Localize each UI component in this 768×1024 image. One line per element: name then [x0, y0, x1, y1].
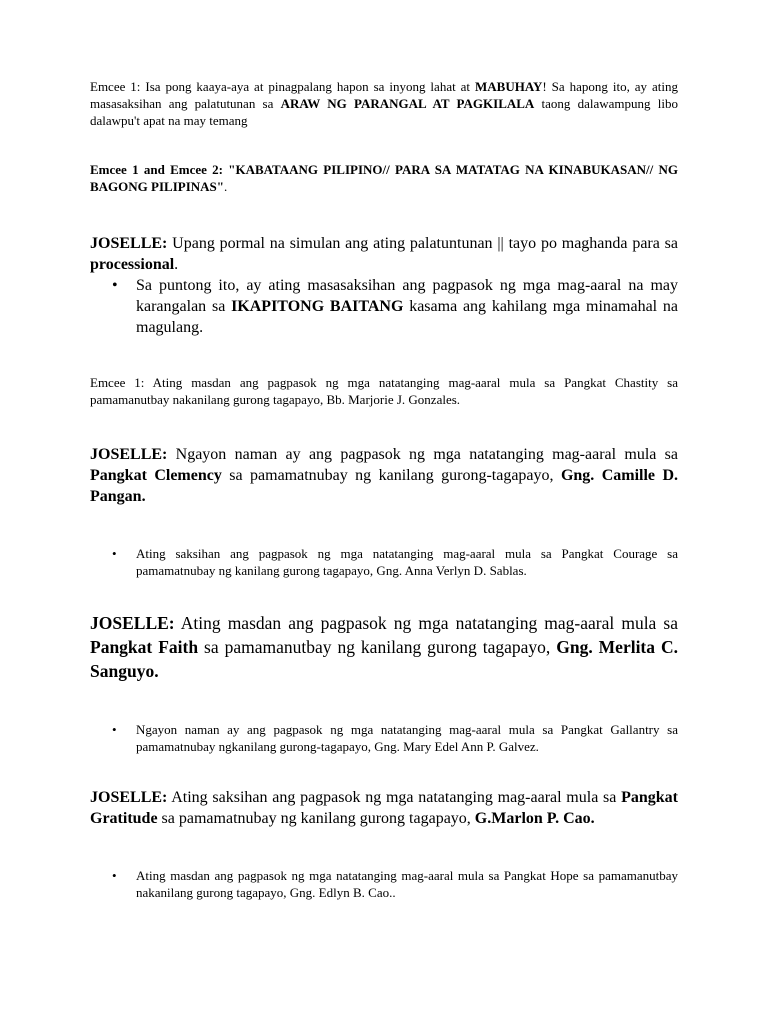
text-run: sa pamamanutbay ng kanilang gurong tagapayo, — [198, 637, 557, 657]
text-run: . — [174, 256, 179, 273]
text-run: sa pamamatnubay ng kanilang gurong-tagapayo, — [221, 467, 561, 484]
list-item — [90, 275, 678, 338]
emcee1-chastity-paragraph — [90, 374, 678, 408]
list-item — [90, 867, 678, 901]
speaker-name: JOSELLE: — [90, 235, 168, 252]
adviser-name: Gng. Merlita C. Sanguyo. — [90, 637, 678, 681]
text-run: Emcee 1: Isa pong kaaya-aya at pinagpalang hapon sa inyong lahat at — [90, 79, 475, 94]
text-run: Ating saksihan ang pagpasok ng mga natatanging mag-aaral mula sa Pangkat Courage sa pamamatnubay ng kanilang gurong tagapayo, Gng. Anna Verlyn D. Sablas. — [136, 546, 678, 578]
emphasis-mabuhay: MABUHAY — [474, 79, 543, 94]
bullet-list — [90, 545, 678, 579]
speaker-name: JOSELLE: — [90, 613, 175, 633]
text-run: kasama ang kahilang mga minamahal na magulang. — [136, 298, 678, 336]
list-item — [90, 545, 678, 579]
text-run: ! Sa hapong ito, ay ating masasaksihan ang palatutunan sa — [90, 79, 678, 111]
emphasis-grade-level: IKAPITONG BAITANG — [231, 298, 404, 315]
joselle-faith-paragraph — [90, 611, 678, 683]
bullet-icon: • — [112, 546, 117, 561]
text-run: Upang pormal na simulan ang ating palatuntunan || tayo po maghanda para sa — [167, 235, 678, 252]
list-item — [90, 721, 678, 755]
section-name: Pangkat Faith — [90, 637, 199, 657]
theme-text: Emcee 1 and Emcee 2: "KABATAANG PILIPINO// PARA SA MATATAG NA KINABUKASAN// NG BAGONG PILIPINAS" — [90, 162, 678, 194]
speaker-name: JOSELLE: — [90, 789, 168, 806]
adviser-name: Gng. Camille D. Pangan. — [90, 467, 679, 505]
joselle-processional-paragraph — [90, 233, 678, 275]
bullet-list — [90, 275, 678, 338]
emphasis-processional: processional — [90, 256, 175, 273]
bullet-icon: • — [112, 722, 117, 737]
text-run: Ating masdan ang pagpasok ng mga natatanging mag-aaral mula sa Pangkat Hope sa pamamanutbay nakanilang gurong tagapayo, Gng. Edlyn B. Cao.. — [136, 868, 678, 900]
section-name: Pangkat Gratitude — [90, 789, 678, 827]
text-run: Ngayon naman ay ang pagpasok ng mga natatanging mag-aaral mula sa Pangkat Gallantry sa pamamatnubay ngkanilang gurong-tagapayo, Gng. Mary Edel Ann P. Galvez. — [136, 722, 678, 754]
bullet-icon: • — [112, 277, 118, 294]
text-run: sa pamamatnubay ng kanilang gurong tagapayo, — [157, 810, 475, 827]
bullet-icon: • — [112, 868, 117, 883]
speaker-name: JOSELLE: — [90, 446, 168, 463]
joselle-gratitude-paragraph — [90, 787, 678, 829]
emcee1-opening-paragraph — [90, 78, 678, 129]
text-run: Ating saksihan ang pagpasok ng mga natatanging mag-aaral mula sa — [167, 789, 622, 806]
bullet-list — [90, 721, 678, 755]
text-run: . — [224, 179, 228, 194]
emphasis-event-title: ARAW NG PARANGAL AT PAGKILALA — [280, 96, 535, 111]
section-name: Pangkat Clemency — [90, 467, 222, 484]
text-run: Ngayon naman ay ang pagpasok ng mga natatanging mag-aaral mula sa — [167, 446, 678, 463]
joselle-clemency-paragraph — [90, 444, 678, 507]
text-run: taong dalawampung libo dalawpu't apat na may temang — [90, 96, 678, 128]
text-run: Emcee 1: Ating masdan ang pagpasok ng mga natatanging mag-aaral mula sa Pangkat Chastity sa pamamanutbay nakanilang gurong tagapayo, Bb. Marjorie J. Gonzales. — [90, 375, 678, 407]
emcee-theme-paragraph — [90, 161, 678, 195]
text-run: Ating masdan ang pagpasok ng mga natatanging mag-aaral mula sa — [174, 613, 678, 633]
bullet-list — [90, 867, 678, 901]
text-run: Sa puntong ito, ay ating masasaksihan ang pagpasok ng mga mag-aaral na may karangalan sa — [136, 277, 678, 315]
adviser-name: G.Marlon P. Cao. — [474, 810, 595, 827]
